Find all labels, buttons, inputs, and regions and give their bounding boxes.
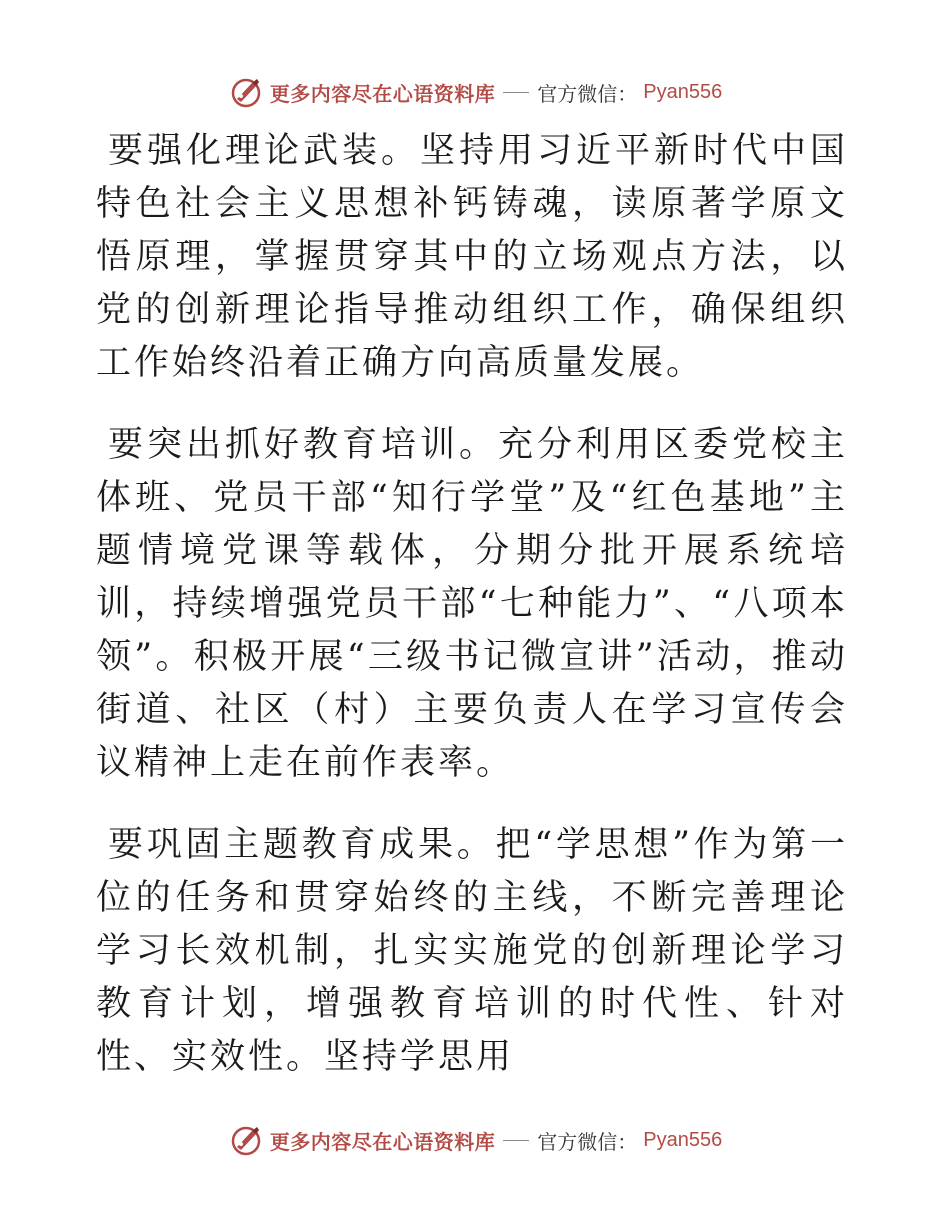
header-banner <box>0 72 950 112</box>
banner-title: 更多内容尽在心语资料库 <box>269 81 496 106</box>
banner-title: 更多内容尽在心语资料库 <box>269 1129 496 1154</box>
pen-logo-icon <box>228 74 264 110</box>
banner-handle: Pyan556 <box>643 1128 723 1151</box>
paragraph-theme-education: 要巩固主题教育成果。把“学思想”作为第一位的任务和贯穿始终的主线，不断完善理论学习长效机制，扎实实施党的创新理论学习教育计划，增强教育培训的时代性、针对性、实效性。坚持学思用 <box>96 825 848 1077</box>
document-body <box>96 125 848 1113</box>
banner-dash <box>503 92 529 93</box>
pen-logo-icon <box>228 1122 264 1158</box>
banner-label: 官方微信： <box>537 1129 638 1154</box>
banner-handle: Pyan556 <box>643 80 723 103</box>
paragraph-theory-arming: 要强化理论武装。坚持用习近平新时代中国特色社会主义思想补钙铸魂，读原著学原文悟原理，掌握贯穿其中的立场观点方法，以党的创新理论指导推动组织工作，确保组织工作始终沿着正确方向高质量发展。 <box>96 131 848 383</box>
footer-banner <box>0 1120 950 1160</box>
banner-dash <box>503 1140 529 1141</box>
paragraph-education-training: 要突出抓好教育培训。充分利用区委党校主体班、党员干部“知行学堂”及“红色基地”主题情境党课等载体，分期分批开展系统培训，持续增强党员干部“七种能力”、“八项本领”。积极开展“三级书记微宣讲”活动，推动街道、社区（村）主要负责人在学习宣传会议精神上走在前作表率。 <box>96 425 848 783</box>
banner-label: 官方微信： <box>537 81 638 106</box>
